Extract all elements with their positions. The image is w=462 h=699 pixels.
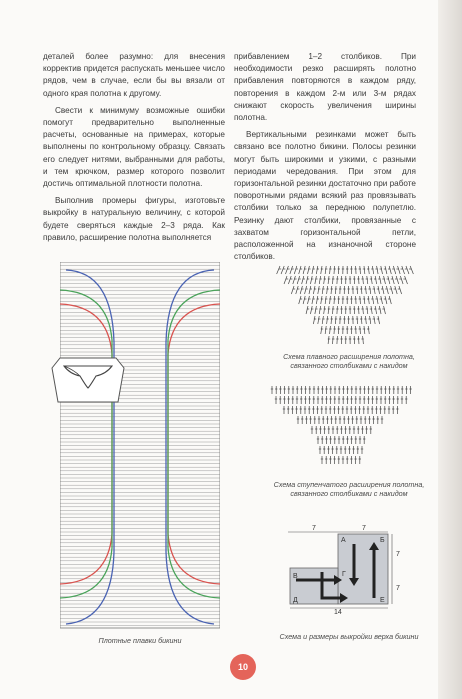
left-paragraph-3: Выполнив промеры фигуры, изготовьте выкройку в натуральную величину, с которой будете сверяться каждые 2–3 ряда. Как правило, расширение полотна выполняется: [43, 196, 225, 242]
page-edge: [438, 0, 462, 699]
right-text-column: [234, 51, 416, 268]
curve-green-right: [168, 290, 220, 598]
dim-bottom: 14: [334, 609, 342, 616]
smooth-scheme-caption: Схема плавного расширения полотна, связанного столбиками с накидом: [283, 352, 415, 370]
curve-red-right: [168, 304, 220, 584]
stepped-scheme-caption: Схема ступенчатого расширения полотна, связанного столбиками с накидом: [273, 480, 425, 498]
smooth-expansion-scheme: [272, 258, 422, 350]
curve-red-left: [60, 304, 112, 584]
dim-top-right: 7: [362, 525, 366, 532]
curve-green-left: [60, 290, 112, 598]
page-number: 10: [230, 654, 256, 680]
stepped-expansion-scheme: [258, 378, 428, 476]
pattern-caption: Схема и размеры выкройки верха бикини: [279, 632, 419, 641]
right-paragraph-2: Вертикальными резинками может быть связано все полотно бикини. Полосы резинки могут быть широкими и узкими, с разными периодами чередования. При этом для горизонтальной резинки достаточно при работе поворотными рядами всякий раз провязывать столбики только за переднюю полупетлю. Резинку дают столбики, провязанные с захватом горизонтальной петли, расположенной на изнаночной стороне столбиков.: [234, 130, 416, 262]
right-paragraph-1: прибавлением 1–2 столбиков. При необходимости резко расширять полотно прибавления повторяются в каждом ряду, повторения в каждом 2-м или 3-м рядах снижают скорость увеличения ширины полотна.: [234, 52, 416, 123]
label-d: Д: [293, 597, 298, 604]
label-b: Б: [380, 537, 385, 544]
dim-right-top: 7: [396, 551, 400, 558]
left-text-column: [43, 51, 225, 249]
dim-right-bottom: 7: [396, 585, 400, 592]
left-paragraph-1: деталей более разумно: для внесения корректив придется распускать меньшее число рядов, чем в случае, если бы вы вязали от одного края полотна к другому.: [43, 52, 225, 98]
label-e: Е: [380, 597, 385, 604]
bikini-grid-chart: [60, 262, 220, 632]
dim-top-left: 7: [312, 525, 316, 532]
bikini-bottom-icon: [50, 356, 126, 404]
label-a: А: [341, 537, 346, 544]
label-v: В: [293, 573, 298, 580]
left-paragraph-2: Свести к минимуму возможные ошибки помогут предварительно выполненные расчеты, основанные на примерах, которые выполнены по контрольному образцу. Связать его следует нитями, выбранными для работы, и тем крючком, размер которого позволит достичь оптимальной плотности полотна.: [43, 105, 225, 189]
left-chart-caption: Плотные плавки бикини: [98, 636, 182, 645]
label-g: Г: [342, 571, 346, 578]
bikini-top-pattern-diagram: [276, 520, 426, 620]
